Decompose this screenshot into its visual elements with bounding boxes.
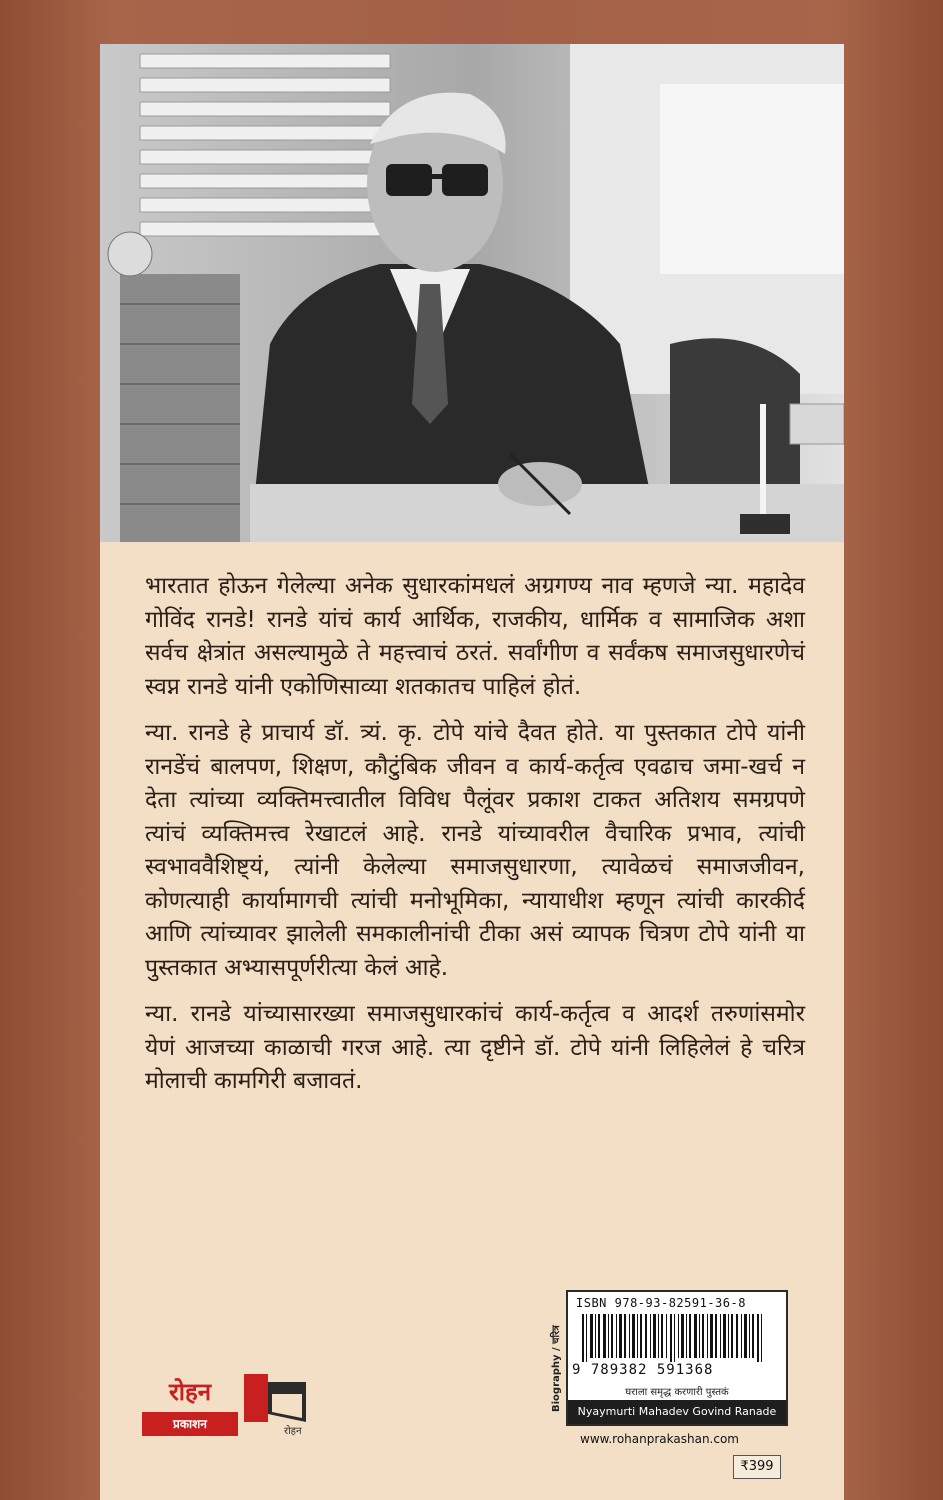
book-title-english: Nyaymurti Mahadev Govind Ranade: [568, 1400, 786, 1424]
barcode: [582, 1314, 772, 1362]
publisher-logo-text: [142, 1372, 238, 1438]
website-link[interactable]: www.rohanprakashan.com: [580, 1432, 739, 1446]
publisher-mark: रोहन: [284, 1426, 302, 1436]
portrait-photo: [100, 44, 844, 542]
publisher-logo: [142, 1372, 390, 1438]
price-tag: ₹399: [733, 1455, 781, 1479]
paragraph-3: न्या. रानडे यांच्यासारख्या समाजसुधारकांचं कार्य-कर्तृत्व व आदर्श तरुणांसमोर येणं आजच्या काळाची गरज आहे. त्या दृष्टीने डॉ. टोपे यांनी लिहिलेलं हे चरित्र मोलाची कामगिरी बजावतं.: [145, 1001, 805, 1094]
book-icon: [244, 1374, 324, 1436]
tagline: घराला समृद्ध करणारी पुस्तकं: [625, 1387, 729, 1398]
barcode-number: 9 789382 591368: [572, 1362, 714, 1378]
paragraph-1: भारतात होऊन गेलेल्या अनेक सुधारकांमधलं अग्रगण्य नाव म्हणजे न्या. महादेव गोविंद रानडे! रानडे यांचं कार्य आर्थिक, राजकीय, धार्मिक व सामाजिक अशा सर्वच क्षेत्रांत असल्यामुळे ते महत्त्वाचं ठरतं. सर्वांगीण व सर्वंकष समाजसुधारणेचं स्वप्न रानडे यांनी एकोणिसाव्या शतकातच पाहिलं होतं.: [145, 573, 805, 700]
description: [145, 570, 805, 1112]
genre-label: [548, 1398, 562, 1412]
isbn-text: ISBN 978-93-82591-36-8: [576, 1296, 746, 1310]
paragraph-2: न्या. रानडे हे प्राचार्य डॉ. त्र्यं. कृ. टोपे यांचे दैवत होते. या पुस्तकात टोपे यांनी रानडेंचं बालपण, शिक्षण, कौटुंबिक जीवन व कार्य-कर्तृत्व एवढाच जमा-खर्च न देता त्यांच्या व्यक्तिमत्त्वातील विविध पैलूंवर प्रकाश टाकत अतिशय समग्रपणे त्यांचं व्यक्तिमत्त्व रेखाटलं आहे. रानडे यांच्यावरील वैचारिक प्रभाव, त्यांची स्वभाववैशिष्ट्यं, त्यांनी केलेल्या समाजसुधारणा, त्यावेळचं समाजजीवन, कोणत्याही कार्यामागची त्यांची मनोभूमिका, न्यायाधीश म्हणून त्यांची कारकीर्द आणि त्यांच्यावर झालेली समकालीनांची टीका असं व्यापक चित्रण टोपे यांनी या पुस्तकात अभ्यासपूर्णरीत्या केलं आहे.: [145, 720, 805, 981]
publisher-subtitle: प्रकाशन: [142, 1412, 238, 1436]
barcode-panel: [566, 1290, 788, 1426]
publisher-name: रोहन: [168, 1377, 212, 1406]
